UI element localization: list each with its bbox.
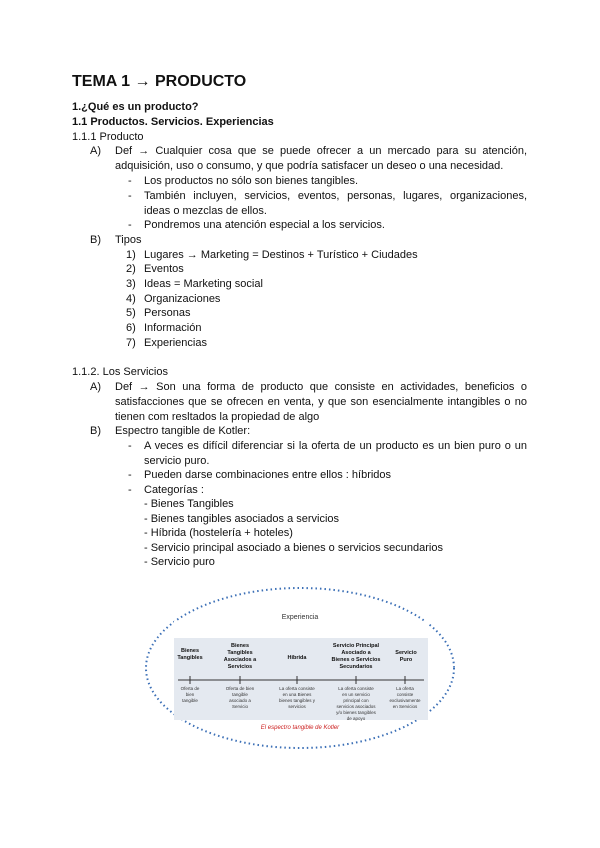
list-item: También incluyen, servicios, eventos, personas, lugares, organizaciones, ideas o mezclas de ellos. [144, 190, 527, 217]
list-marker: B) [90, 425, 101, 437]
list-item: Pondremos una atención especial a los servicios. [144, 219, 385, 231]
spectrum-column-desc: La oferta consiste en una Bienes bienes tangibles y servicios [278, 686, 316, 709]
tipos-label: Tipos [115, 234, 142, 246]
list-item: Experiencias [144, 337, 207, 349]
list-item: Pueden darse combinaciones entre ellos : híbridos [144, 469, 392, 481]
list-marker: A) [90, 381, 101, 393]
bullet-dash: - [128, 190, 132, 202]
list-marker: A) [90, 145, 101, 157]
category-item: - Híbrida (hostelería + hoteles) [144, 527, 293, 539]
category-item: - Bienes tangibles asociados a servicios [144, 513, 340, 525]
list-item: Personas [144, 307, 191, 319]
section-heading-1: 1.¿Qué es un producto? [72, 101, 199, 113]
list-marker: 4) [126, 293, 136, 305]
section-heading-1-1: 1.1 Productos. Servicios. Experiencias [72, 116, 274, 128]
list-marker: 2) [126, 263, 136, 275]
spectrum-column-head: Híbrida [287, 655, 307, 661]
bullet-dash: - [128, 440, 132, 452]
list-item: Eventos [144, 263, 184, 275]
list-item: Lugares → Marketing = Destinos + Turístico + Ciudades [144, 249, 418, 261]
list-item: Información [144, 322, 202, 334]
spectrum-column-head: Bienes Tangibles Asociados a Servicios [223, 643, 257, 670]
subsection-heading-1-1-1: 1.1.1 Producto [72, 131, 144, 143]
list-marker: 5) [126, 307, 136, 319]
list-item: A veces es difícil diferenciar si la oferta de un producto es un bien puro o un servicio puro. [144, 440, 527, 467]
bullet-dash: - [128, 175, 132, 187]
spectrum-column-desc: Oferta de bien tangible asociado a Servicio [225, 686, 255, 709]
list-marker: 6) [126, 322, 136, 334]
category-item: - Servicio principal asociado a bienes o servicios secundarios [144, 542, 443, 554]
bullet-dash: - [128, 469, 132, 481]
bullet-dash: - [128, 219, 132, 231]
spectrum-column-head: Bienes Tangibles [177, 648, 203, 661]
producto-definition: Def → Cualquier cosa que se puede ofrecer a un mercado para su atención, adquisición, uso o consumo, y que podría satisfacer un deseo o una necesidad. [115, 145, 527, 172]
spectrum-column-desc: La oferta consiste en un servicio principal con servicios asociados y/o bienes tangibles de apoyo [336, 686, 376, 721]
category-item: - Bienes Tangibles [144, 498, 234, 510]
spectrum-column-head: Servicio Puro [395, 650, 417, 663]
list-marker: 1) [126, 249, 136, 261]
list-item: Organizaciones [144, 293, 221, 305]
bullet-dash: - [128, 484, 132, 496]
list-item: Ideas = Marketing social [144, 278, 263, 290]
servicios-definition: Def → Son una forma de producto que consiste en actividades, beneficios o satisfacciones que se ofrecen en venta, y que son esencialmente intangibles o no tienen com resltados la propiedad de algo [115, 381, 527, 423]
spectrum-column-desc: Oferta de bien tangible [180, 686, 200, 703]
list-marker: 7) [126, 337, 136, 349]
list-item: Categorías : [144, 484, 204, 496]
spectrum-column-desc: La oferta consiste exclusivamente en Servicios [389, 686, 421, 709]
category-item: - Servicio puro [144, 556, 215, 568]
list-marker: 3) [126, 278, 136, 290]
espectro-label: Espectro tangible de Kotler: [115, 425, 251, 437]
list-marker: B) [90, 234, 101, 246]
page-title: TEMA 1 → PRODUCTO [72, 73, 247, 90]
experiencia-band [174, 621, 428, 638]
figure-caption: El espectro tangible de Kotler [260, 725, 340, 731]
spectrum-column-head: Servicio Principal Asociado a Bienes o Servicios Secundarios [331, 643, 381, 670]
subsection-heading-1-1-2: 1.1.2. Los Servicios [72, 366, 168, 378]
experiencia-label: Experiencia [281, 614, 319, 621]
list-item: Los productos no sólo son bienes tangibles. [144, 175, 359, 187]
